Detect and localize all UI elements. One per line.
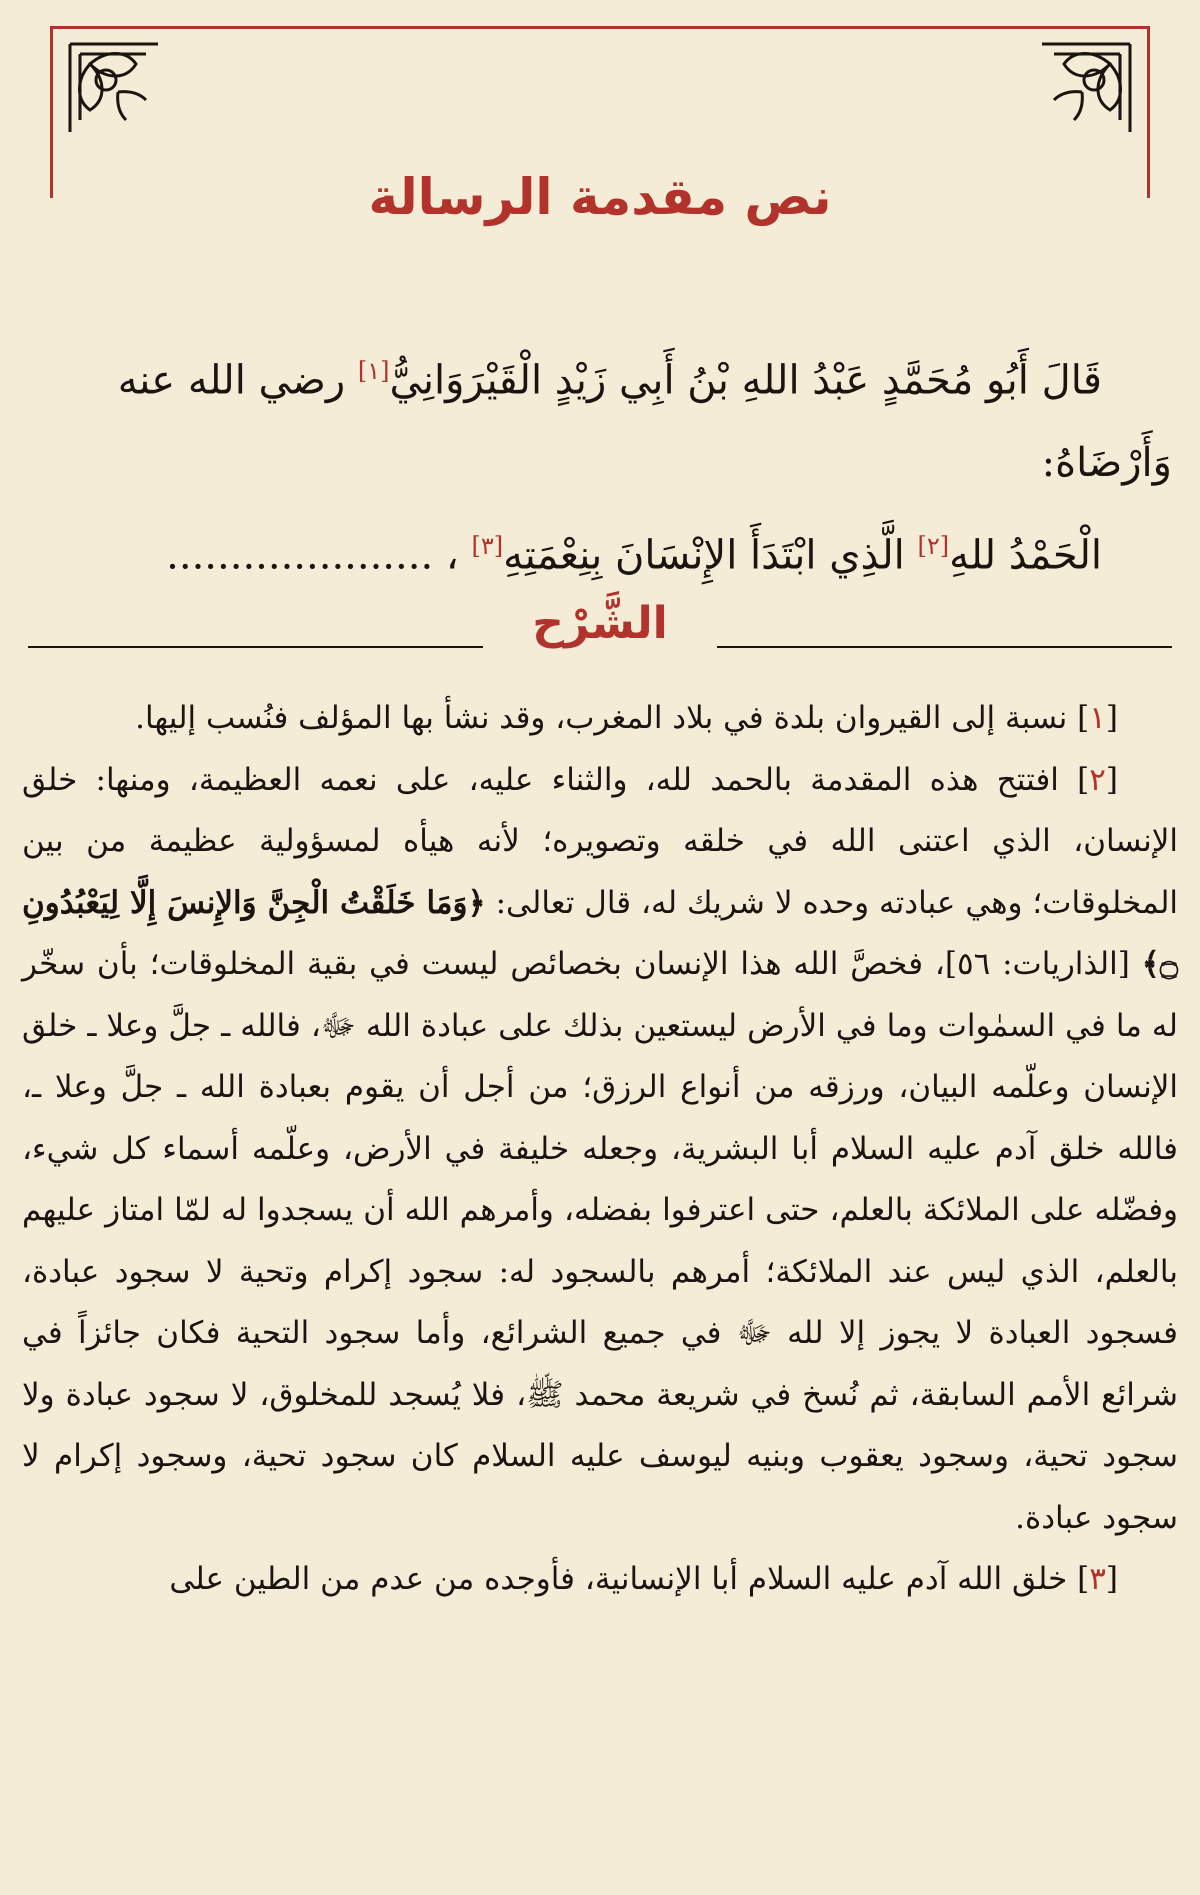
matn-ellipsis: ..................... (166, 532, 434, 579)
frame-top-border (50, 26, 1150, 29)
matn-supplication: رضي الله عنه (117, 357, 346, 404)
footnote-text: خلق الله آدم عليه السلام أبا الإنسانية، فأوجده من عدم من الطين على (169, 1561, 1068, 1597)
footnote-text-cont: ، فخصَّ الله هذا الإنسان بخصائص ليست في بقية المخلوقات؛ بأن سخّر له ما في السمٰوات وما في الأرض ليستعين بذلك على عبادة الله ﷻ، فالله ـ جلَّ وعلا ـ خلق الإنسان وعلّمه البيان، ورزقه من أنواع الرزق؛ من أجل أن يقوم بعبادة الله ـ جلَّ وعلا ـ، فالله خلق آدم عليه السلام أبا البشرية، وجعله خليفة في الأرض، وعلّمه أسماء كل شيء، وفضّله على الملائكة بالعلم، حتى اعترفوا بفضله، وأمرهم الله أن يسجدوا له لمّا امتاز عليهم بالعلم، الذي ليس عند الملائكة؛ أمرهم بالسجود له: سجود إكرام وتحية لا سجود عبادة، فسجود العبادة لا يجوز إلا لله ﷻ في جميع الشرائع، وأما سجود التحية فكان جائزاً في شرائع الأمم السابقة، ثم نُسخ في شريعة محمد ﷺ، فلا يُسجد للمخلوق، لا سجود عبادة ولا سجود تحية، وسجود يعقوب وبنيه ليوسف عليه السلام كان سجود تحية، وسجود إكرام لا سجود عبادة. (22, 946, 1179, 1536)
footnote-text: نسبة إلى القيروان بلدة في بلاد المغرب، وقد نشأ بها المؤلف فنُسب إليها. (135, 700, 1068, 736)
sharh-divider (28, 598, 1172, 678)
footnote-number: ١ (1089, 700, 1106, 736)
divider-line-left (28, 646, 483, 648)
chapter-title: نص مقدمة الرسالة (368, 168, 832, 226)
sharh-heading: الشَّرْح (532, 598, 668, 649)
commentary (22, 688, 1178, 1611)
footnote-text: افتتح هذه المقدمة بالحمد لله، والثناء عليه، على نعمه العظيمة، ومنها: خلق الإنسان، الذي اعتنى الله في خلقه وتصويره؛ لأنه هيأه لمسؤولية عظيمة من بين المخلوقات؛ وهي عبادته وحده لا شريك له، قال تعالى: (22, 761, 1178, 921)
matn-ibtada: الَّذِي ابْتَدَأَ الإِنْسَانَ بِنِعْمَتِهِ (503, 532, 905, 579)
corner-ornament-icon (66, 40, 162, 136)
matn-comma: ، (445, 532, 459, 579)
footnote-number: ٣ (1089, 1561, 1106, 1597)
matn-line-3 (28, 505, 1172, 597)
matn-hamd: الْحَمْدُ للهِ (949, 532, 1102, 579)
matn-line-1 (28, 330, 1172, 422)
quran-verse: ﴿وَمَا خَلَقْتُ الْجِنَّ وَالإِنسَ إِلَّا لِيَعْبُدُونِ ۝﴾ (22, 884, 1179, 982)
quran-reference: [الذاريات: ٥٦] (944, 946, 1130, 982)
corner-ornament-icon (1038, 40, 1134, 136)
footnote-3: [٣] خلق الله آدم عليه السلام أبا الإنسانية، فأوجده من عدم من الطين على (169, 1561, 1118, 1597)
footnote-number: ٢ (1089, 761, 1106, 798)
footnote-ref-3[interactable]: [٣] (471, 532, 504, 561)
footnote-1: [١] نسبة إلى القيروان بلدة في بلاد المغرب، وقد نشأ بها المؤلف فنُسب إليها. (135, 700, 1118, 736)
footnote-2: [٢] افتتح هذه المقدمة بالحمد لله، والثناء عليه، على نعمه العظيمة، ومنها: خلق الإنسان، الذي اعتنى الله في خلقه وتصويره؛ لأنه هيأه لمسؤولية عظيمة من بين المخلوقات؛ وهي عبادته وحده لا شريك له، قال تعالى: ﴿وَمَا خَلَقْتُ الْجِنَّ وَالإِنسَ إِلَّا لِيَعْبُدُونِ ۝﴾ [الذاريات: ٥٦]، فخصَّ الله هذا الإنسان بخصائص ليست في بقية المخلوقات؛ بأن سخّر له ما في السمٰوات وما في الأرض ليستعين بذلك على عبادة الله ﷻ، فالله ـ جلَّ وعلا ـ خلق الإنسان وعلّمه البيان، ورزقه من أنواع الرزق؛ من أجل أن يقوم بعبادة الله ـ جلَّ وعلا ـ، فالله خلق آدم عليه السلام أبا البشرية، وجعله خليفة في الأرض، وعلّمه أسماء كل شيء، وفضّله على الملائكة بالعلم، حتى اعترفوا بفضله، وأمرهم الله أن يسجدوا له لمّا امتاز عليهم بالعلم، الذي ليس عند الملائكة؛ أمرهم بالسجود له: سجود إكرام وتحية لا سجود عبادة، فسجود العبادة لا يجوز إلا لله ﷻ في جميع الشرائع، وأما سجود التحية فكان جائزاً في شرائع الأمم السابقة، ثم نُسخ في شريعة محمد ﷺ، فلا يُسجد للمخلوق، لا سجود عبادة ولا سجود تحية، وسجود يعقوب وبنيه ليوسف عليه السلام كان سجود تحية، وسجود إكرام لا سجود عبادة. (22, 761, 1179, 1536)
footnote-ref-1[interactable]: [١] (357, 357, 390, 385)
matn-author: قَالَ أَبُو مُحَمَّدٍ عَبْدُ اللهِ بْنُ أَبِي زَيْدٍ الْقَيْرَوَانِيُّ (389, 357, 1102, 404)
matn-text (28, 330, 1172, 598)
footnote-ref-2[interactable]: [٢] (917, 532, 950, 561)
matn-line-2: وَأَرْضَاهُ: (1041, 440, 1172, 487)
